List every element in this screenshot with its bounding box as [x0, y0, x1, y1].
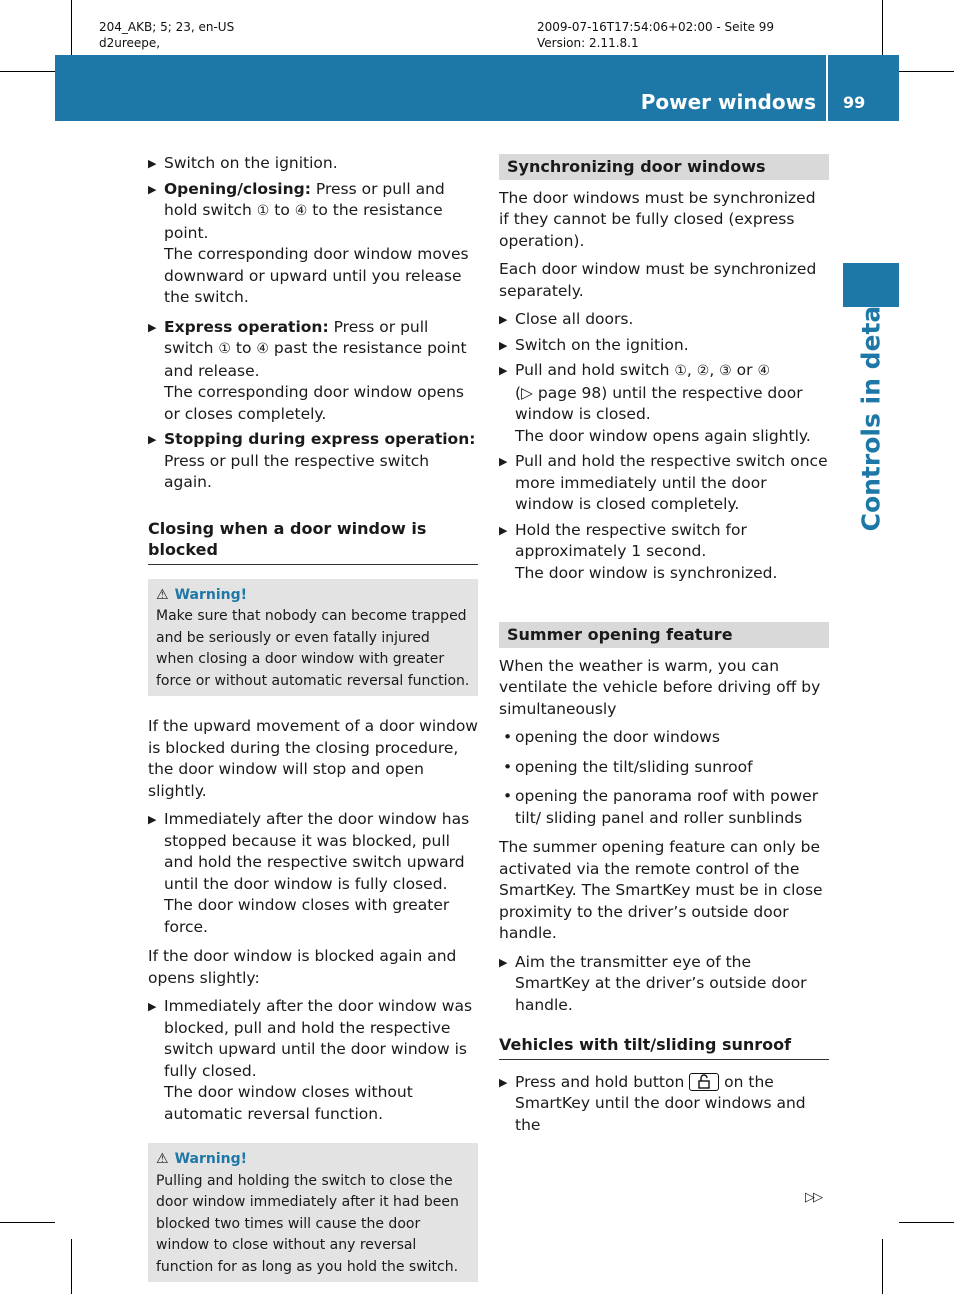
paragraph: If the door window is blocked again and opens slightly:	[148, 947, 457, 987]
step-arrow-icon: ▶	[499, 955, 508, 969]
step-text: Press and hold button	[515, 1072, 690, 1091]
crop-mark	[71, 0, 72, 55]
step-text: Pull and hold the respective switch once more immediately until the door window is closed completely.	[515, 452, 828, 513]
step-text: Close all doors.	[515, 310, 634, 328]
list-item: • opening the tilt/sliding sunroof	[503, 757, 753, 776]
step-arrow-icon: ▶	[499, 1075, 508, 1089]
step-item	[148, 317, 478, 426]
continued-arrow-icon: ▷▷	[805, 1190, 821, 1205]
step-arrow-icon: ▶	[499, 364, 508, 377]
step-item	[499, 335, 829, 357]
meta-left-line2: d2ureepe,	[99, 36, 161, 50]
page-title: Power windows	[640, 90, 816, 114]
step-result: The door window is synchronized.	[515, 563, 778, 582]
chapter-label: Controls in detail	[856, 288, 886, 532]
step-item	[499, 952, 829, 1017]
step-arrow-icon: ▶	[499, 338, 508, 352]
warning-box	[148, 1143, 478, 1282]
crop-mark	[882, 1239, 883, 1294]
warning-text: Make sure that nobody can become trapped and be seriously or even fatally injured when closing a door window with greater force or without automatic reversal function.	[156, 608, 470, 689]
section-heading: Summer opening feature	[499, 622, 829, 648]
step-arrow-icon: ▶	[499, 523, 508, 537]
list-item-text: opening the door windows	[515, 728, 720, 746]
switch-4-icon: ④	[757, 363, 771, 379]
list-item: • opening the panorama roof with power tilt/ sliding panel and roller sunblinds	[503, 787, 819, 827]
step-text: past the resistance point and release.	[164, 339, 467, 380]
step-arrow-icon: ▶	[499, 313, 508, 326]
step-item	[499, 520, 829, 585]
step-text: Hold the respective switch for approximately 1 second.	[515, 520, 747, 560]
switch-2-icon: ②	[696, 363, 710, 379]
left-column	[148, 153, 478, 1302]
step-text: Aim the transmitter eye of the SmartKey at the driver’s outside door handle.	[515, 952, 807, 1014]
step-arrow-icon: ▶	[148, 813, 157, 826]
step-text: Press or pull the respective switch again.	[164, 451, 430, 491]
step-text: or	[731, 361, 758, 379]
step-text: Switch on the ignition.	[164, 154, 338, 172]
step-item	[148, 809, 478, 938]
warning-title: Warning!	[174, 1151, 247, 1167]
crop-mark	[0, 1222, 55, 1223]
step-text: Immediately after the door window was blocked, pull and hold the respective switch upward until the door window is fully closed.	[164, 997, 473, 1080]
step-text: ,	[686, 361, 697, 379]
step-item	[499, 451, 829, 516]
step-text: to	[269, 201, 295, 219]
step-arrow-icon: ▶	[148, 1000, 157, 1013]
meta-left	[99, 19, 234, 51]
switch-1-icon: ①	[218, 341, 231, 357]
step-item	[148, 996, 478, 1125]
crop-mark	[899, 71, 954, 72]
step-arrow-icon: ▶	[148, 182, 157, 196]
switch-1-icon: ①	[674, 363, 687, 379]
step-item	[499, 360, 829, 447]
list-item-text: opening the tilt/sliding sunroof	[515, 757, 753, 776]
section-heading: Closing when a door window is blocked	[148, 518, 478, 565]
step-result: The door window closes with greater force.	[164, 896, 450, 936]
paragraph: When the weather is warm, you can ventilate the vehicle before driving off by simultaneously	[499, 656, 821, 718]
page-reference: (▷ page 98) until the respective door window is closed.	[515, 383, 803, 423]
list-item: • opening the door windows	[503, 728, 720, 746]
crop-mark	[899, 1222, 954, 1223]
step-arrow-icon: ▶	[148, 157, 157, 170]
step-result: The corresponding door window opens or closes completely.	[164, 383, 464, 423]
step-text: on the SmartKey until the door windows and the	[515, 1072, 806, 1134]
switch-4-icon: ④	[294, 203, 308, 219]
paragraph: The summer opening feature can only be activated via the remote control of the SmartKey. The SmartKey must be in close proximity to the driver’s outside door handle.	[499, 838, 823, 942]
warning-text: Pulling and holding the switch to close the door window immediately after it had been blocked two times will cause the door window to close without any reversal function for as long as you hold the switch.	[156, 1172, 459, 1275]
step-item	[499, 309, 829, 331]
step-item	[148, 153, 478, 175]
step-result: The corresponding door window moves downward or upward until you release the switch.	[164, 245, 469, 306]
paragraph: The door windows must be synchronized if they cannot be fully closed (express operation).	[499, 188, 816, 250]
step-text: Pull and hold switch	[515, 361, 675, 379]
section-heading: Synchronizing door windows	[499, 154, 829, 180]
switch-4-icon: ④	[256, 341, 269, 357]
step-text: Press or pull and hold switch	[164, 179, 445, 219]
unlock-icon	[689, 1073, 719, 1091]
section-heading: Vehicles with tilt/sliding sunroof	[499, 1034, 829, 1060]
list-item-text: opening the panorama roof with power tilt/ sliding panel and roller sunblinds	[515, 787, 819, 827]
step-item	[148, 429, 478, 494]
warning-triangle-icon: ⚠	[156, 586, 169, 603]
step-heading: Stopping during express operation:	[164, 430, 476, 448]
switch-3-icon: ③	[719, 363, 732, 379]
step-item	[499, 1072, 829, 1137]
warning-box	[148, 579, 478, 697]
meta-right-line2: Version: 2.11.8.1	[537, 36, 639, 50]
step-arrow-icon: ▶	[148, 320, 157, 334]
warning-triangle-icon: ⚠	[156, 1151, 169, 1167]
crop-mark	[882, 0, 883, 55]
meta-right	[537, 19, 774, 51]
step-arrow-icon: ▶	[499, 455, 508, 468]
step-text: Switch on the ignition.	[515, 335, 689, 354]
crop-mark	[0, 71, 55, 72]
step-text: Immediately after the door window has stopped because it was blocked, pull and hold the respective switch upward until the door window is fully closed.	[164, 810, 470, 893]
right-column	[499, 154, 829, 1140]
step-heading: Express operation:	[164, 317, 329, 336]
meta-right-line1: 2009-07-16T17:54:06+02:00 - Seite 99	[537, 20, 775, 34]
paragraph: Each door window must be synchronized separately.	[499, 260, 817, 300]
step-item	[148, 179, 478, 309]
step-arrow-icon: ▶	[148, 433, 157, 446]
step-result: The door window closes without automatic reversal function.	[164, 1083, 413, 1123]
crop-mark	[71, 1239, 72, 1294]
page-number: 99	[843, 93, 866, 112]
step-text: ,	[709, 361, 720, 379]
step-text: Press or pull switch	[164, 317, 429, 357]
warning-title: Warning!	[174, 586, 247, 603]
switch-1-icon: ①	[256, 203, 270, 219]
step-heading: Opening/closing:	[164, 179, 311, 198]
step-text: to the resistance point.	[164, 201, 443, 242]
paragraph: If the upward movement of a door window is blocked during the closing procedure, the door window will stop and open slightly.	[148, 717, 478, 800]
meta-left-line1: 204_AKB; 5; 23, en-US	[99, 20, 235, 34]
step-result: The door window opens again slightly.	[515, 426, 811, 445]
step-text: to	[230, 339, 257, 357]
header-separator	[826, 55, 828, 121]
